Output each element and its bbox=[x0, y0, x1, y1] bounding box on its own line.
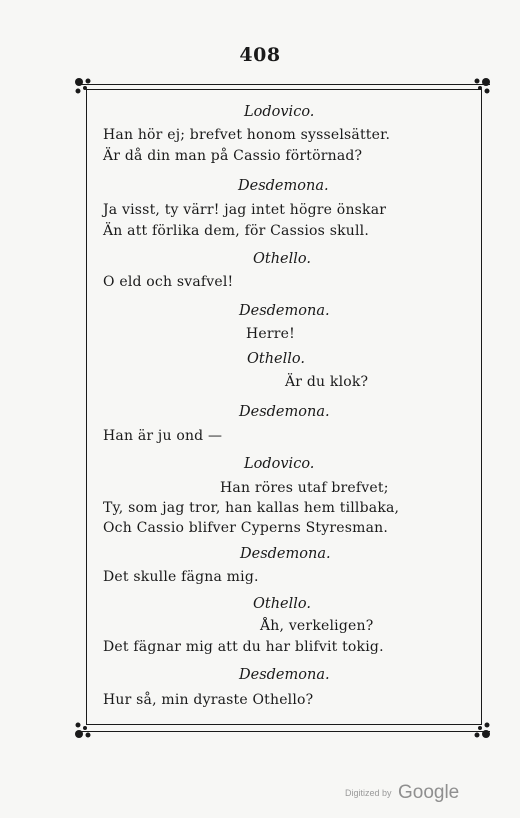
verse-line: Är du klok? bbox=[285, 374, 369, 390]
verse-line: Ja visst, ty värr! jag intet högre önskar bbox=[103, 202, 387, 218]
speaker-name: Desdemona. bbox=[240, 546, 331, 562]
verse-line: Ty, som jag tror, han kallas hem tillbaka, bbox=[103, 500, 400, 516]
page-number: 408 bbox=[239, 44, 281, 66]
verse-line: Åh, verkeligen? bbox=[260, 618, 374, 634]
speaker-name: Othello. bbox=[247, 351, 305, 367]
verse-line: Det fägnar mig att du har blifvit tokig. bbox=[103, 639, 384, 655]
speaker-name: Desdemona. bbox=[239, 303, 330, 319]
speaker-name: Desdemona. bbox=[238, 178, 329, 194]
speaker-name: Othello. bbox=[253, 596, 311, 612]
verse-line: Det skulle fägna mig. bbox=[103, 569, 259, 585]
speaker-name: Lodovico. bbox=[244, 456, 315, 472]
speaker-name: Desdemona. bbox=[239, 404, 330, 420]
speaker-name: Desdemona. bbox=[239, 667, 330, 683]
speaker-name: Othello. bbox=[253, 251, 311, 267]
verse-line: Och Cassio blifver Cyperns Styresman. bbox=[103, 520, 388, 536]
verse-line: O eld och svafvel! bbox=[103, 274, 234, 290]
digitized-by-label: Digitized by bbox=[345, 788, 392, 798]
verse-line: Hur så, min dyraste Othello? bbox=[103, 692, 314, 708]
digitized-watermark bbox=[345, 782, 459, 804]
verse-line: Än att förlika dem, för Cassios skull. bbox=[103, 223, 369, 239]
verse-line: Är då din man på Cassio förtörnad? bbox=[103, 148, 363, 164]
verse-line: Han är ju ond — bbox=[103, 428, 223, 444]
google-logo: Google bbox=[397, 782, 460, 803]
verse-line: Herre! bbox=[246, 326, 295, 342]
verse-line: Han hör ej; brefvet honom sysselsätter. bbox=[103, 127, 391, 143]
speaker-name: Lodovico. bbox=[244, 104, 315, 120]
verse-line: Han röres utaf brefvet; bbox=[220, 480, 389, 496]
